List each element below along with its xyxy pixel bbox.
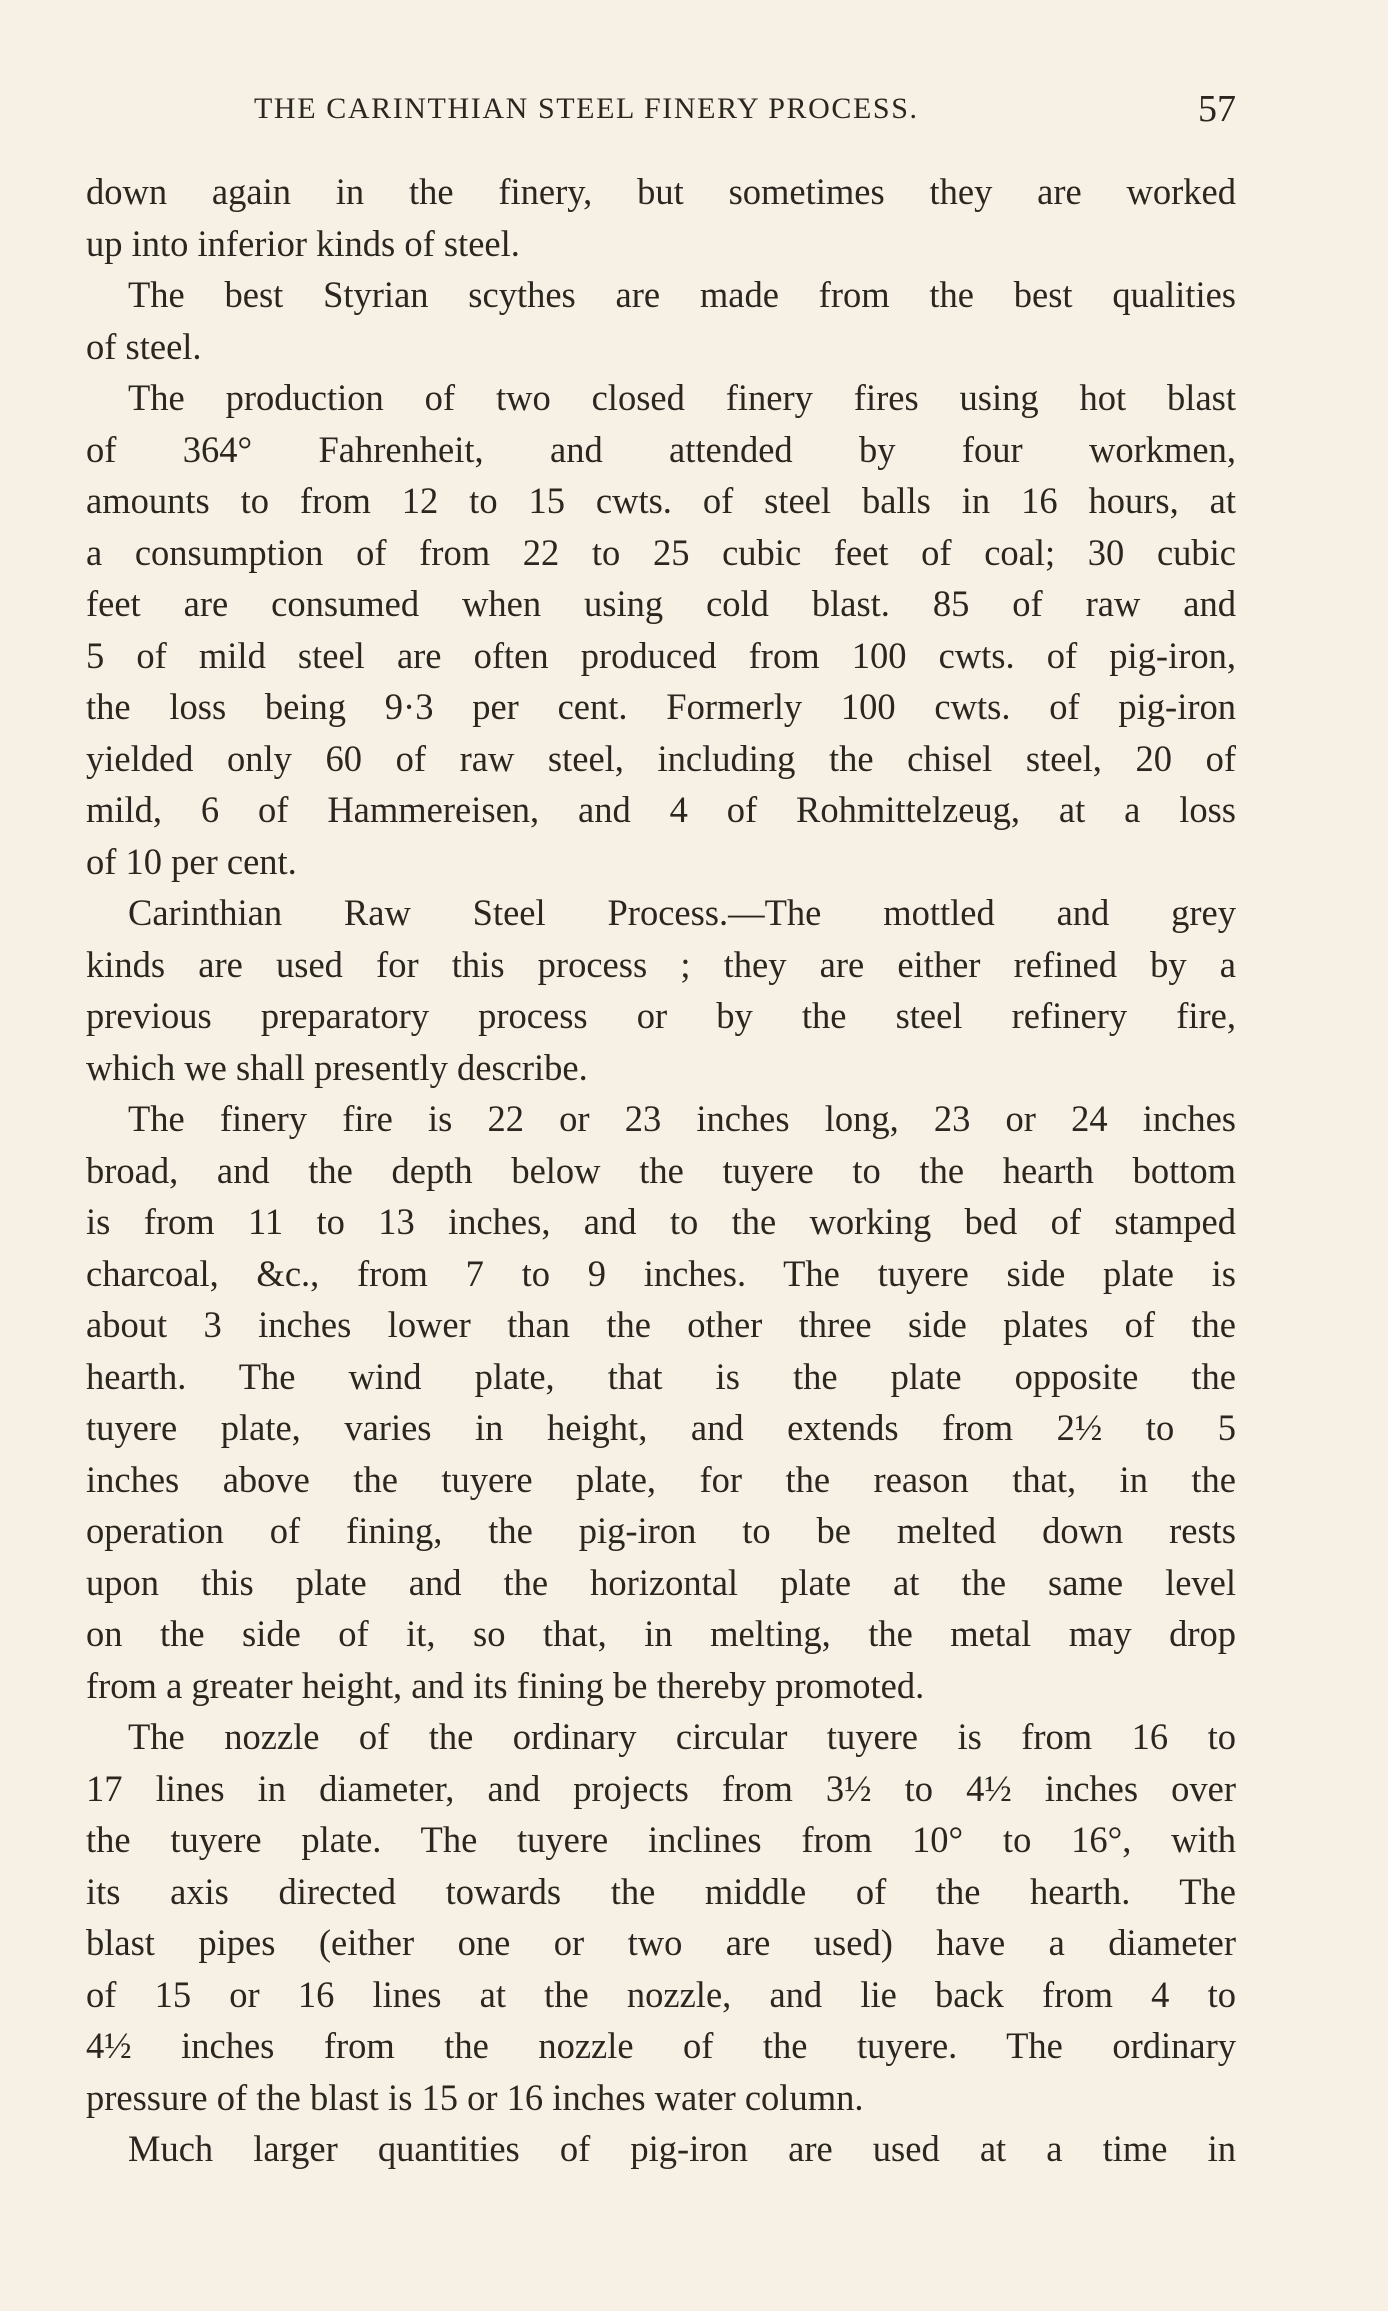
text-line: yielded only 60 of raw steel, including the chisel steel, 20 of xyxy=(86,737,1236,779)
text-line: inches above the tuyere plate, for the reason that, in the xyxy=(86,1458,1236,1500)
text-line: which we shall presently describe. xyxy=(86,1046,588,1088)
text-line: The best Styrian scythes are made from the best qualities xyxy=(128,274,1236,315)
text-line: of steel. xyxy=(86,325,202,367)
text-line: the loss being 9·3 per cent. Formerly 100 cwts. of pig-iron xyxy=(86,686,1236,727)
running-head: THE CARINTHIAN STEEL FINERY PROCESS. xyxy=(254,92,919,125)
text-line: amounts to from 12 to 15 cwts. of steel balls in 16 hours, at xyxy=(86,480,1236,521)
text-line: a consumption of from 22 to 25 cubic feet of coal; 30 cubic xyxy=(86,531,1236,573)
text-line: feet are consumed when using cold blast. 85 of raw and xyxy=(86,583,1236,624)
text-line: kinds are used for this process ; they are either refined by a xyxy=(86,943,1236,985)
text-line: 5 of mild steel are often produced from 100 cwts. of pig-iron, xyxy=(86,634,1236,676)
text-line: up into inferior kinds of steel. xyxy=(86,222,520,264)
text-line: tuyere plate, varies in height, and extends from 2½ to 5 xyxy=(86,1407,1236,1448)
section-heading-line: Carinthian Raw Steel Process.—The mottled and grey xyxy=(128,892,1236,933)
body-text xyxy=(86,166,1236,2175)
text-line: The finery fire is 22 or 23 inches long, 23 or 24 inches xyxy=(128,1098,1236,1139)
text-line: of 364° Fahrenheit, and attended by four workmen, xyxy=(86,428,1236,470)
text-line: about 3 inches lower than the other three side plates of the xyxy=(86,1304,1236,1345)
text-line: broad, and the depth below the tuyere to the hearth bottom xyxy=(86,1149,1236,1191)
text-line: its axis directed towards the middle of the hearth. The xyxy=(86,1870,1236,1912)
text-line: mild, 6 of Hammereisen, and 4 of Rohmittelzeug, at a loss xyxy=(86,789,1236,830)
text-line: Much larger quantities of pig-iron are used at a time in xyxy=(128,2128,1236,2169)
text-line: 17 lines in diameter, and projects from 3½ to 4½ inches over xyxy=(86,1767,1236,1809)
text-line: of 10 per cent. xyxy=(86,840,297,882)
text-line: on the side of it, so that, in melting, the metal may drop xyxy=(86,1613,1236,1654)
text-line: pressure of the blast is 15 or 16 inches water column. xyxy=(86,2076,864,2118)
text-line: blast pipes (either one or two are used) have a diameter xyxy=(86,1922,1236,1963)
text-line: The nozzle of the ordinary circular tuyere is from 16 to xyxy=(128,1716,1236,1757)
text-line: upon this plate and the horizontal plate at the same level xyxy=(86,1561,1236,1603)
text-line: previous preparatory process or by the steel refinery fire, xyxy=(86,995,1236,1036)
text-line: The production of two closed finery fires using hot blast xyxy=(128,377,1236,418)
text-line: down again in the finery, but sometimes they are worked xyxy=(86,171,1236,212)
text-line: is from 11 to 13 inches, and to the working bed of stamped xyxy=(86,1201,1236,1242)
text-line: charcoal, &c., from 7 to 9 inches. The tuyere side plate is xyxy=(86,1252,1236,1294)
text-line: hearth. The wind plate, that is the plate opposite the xyxy=(86,1355,1236,1397)
text-line: of 15 or 16 lines at the nozzle, and lie back from 4 to xyxy=(86,1973,1236,2015)
page-number: 57 xyxy=(1198,88,1236,130)
text-line: operation of fining, the pig-iron to be melted down rests xyxy=(86,1510,1236,1551)
page-header xyxy=(86,84,1236,134)
text-line: the tuyere plate. The tuyere inclines from 10° to 16°, with xyxy=(86,1819,1236,1860)
text-line: from a greater height, and its fining be thereby promoted. xyxy=(86,1664,925,1706)
text-line: 4½ inches from the nozzle of the tuyere. The ordinary xyxy=(86,2025,1236,2066)
